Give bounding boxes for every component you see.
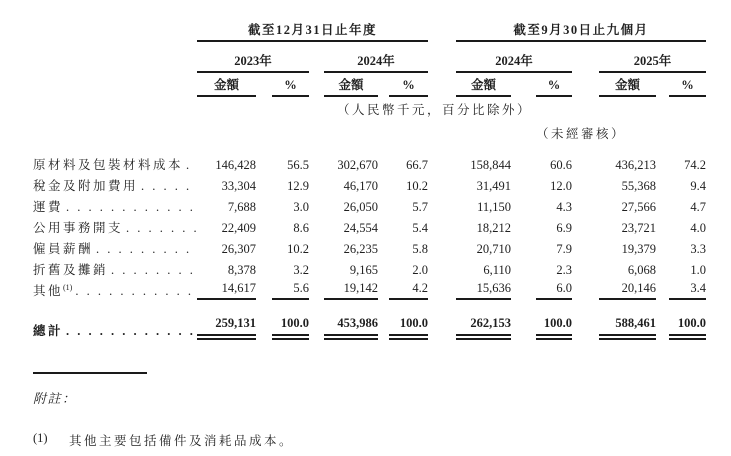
percent-cell: 3.3	[690, 242, 707, 257]
amount-cell: 46,170	[343, 179, 378, 194]
section-header-annual-label: 截至12月31日止年度	[197, 23, 428, 42]
percent-cell: 2.3	[556, 263, 573, 278]
unit-note: （人民幣千元，百分比除外）	[337, 103, 533, 118]
percent-cell: 66.7	[406, 158, 429, 173]
total-percent-cell: 100.0	[378, 314, 428, 340]
row-label: 公用事務開支 . . .	[33, 216, 196, 237]
row-label: 原材料及包裝材料成本 . . .	[33, 153, 196, 174]
amount-cell: 18,212	[476, 221, 512, 236]
spacer-cell	[33, 97, 196, 119]
percent-cell: 9.4	[690, 179, 707, 194]
table-row-transportation	[33, 195, 706, 216]
amount-cell: 11,150	[477, 200, 512, 215]
amount-cell: 6,068	[627, 263, 657, 278]
percent-cell: 10.2	[287, 242, 309, 257]
percent-cell: 6.9	[556, 221, 573, 236]
row-label: 僱員薪酬 . . .	[33, 237, 196, 258]
dot-leader	[186, 158, 196, 174]
year-header-row	[33, 42, 706, 73]
spacer-cell	[33, 42, 196, 73]
percent-header: %	[656, 73, 706, 97]
amount-cell: 24,554	[343, 221, 378, 236]
footnote-separator	[33, 372, 147, 374]
amount-cell: 14,617	[196, 279, 256, 300]
percent-cell: 3.0	[293, 200, 309, 215]
percent-cell: 60.6	[550, 158, 573, 173]
footnote-marker: (1)	[33, 431, 48, 445]
percent-cell: 10.2	[406, 179, 429, 194]
percent-cell: 2.0	[412, 263, 429, 278]
dot-leader	[75, 284, 196, 300]
percent-cell: 4.7	[690, 200, 707, 215]
row-label: 折舊及攤銷 . . .	[33, 258, 196, 279]
spacer-cell	[33, 73, 196, 97]
amount-cell: 302,670	[337, 158, 378, 173]
table-row-total	[33, 314, 706, 340]
percent-cell: 5.7	[412, 200, 429, 215]
footnote-text: 其他主要包括備件及消耗品成本。	[69, 434, 295, 448]
amount-cell: 33,304	[221, 179, 256, 194]
total-amount-cell: 453,986	[309, 314, 378, 340]
percent-cell: 1.0	[690, 263, 707, 278]
cost-breakdown-table	[33, 16, 706, 340]
section-header-annual	[196, 16, 428, 42]
section-header-nine-months	[428, 16, 706, 42]
spacer-cell	[33, 300, 706, 314]
amount-cell: 20,146	[572, 279, 656, 300]
footnote	[33, 431, 731, 449]
dot-leader	[111, 263, 196, 279]
percent-cell: 4.0	[690, 221, 707, 236]
amount-header: 金額	[309, 73, 378, 97]
percent-cell: 56.5	[287, 158, 309, 173]
spacer-row	[33, 143, 706, 153]
year-header-2024: 2024年	[309, 42, 428, 73]
unit-note-cell	[196, 97, 706, 119]
amount-cell: 31,491	[476, 179, 512, 194]
table-row-taxes-surcharges	[33, 174, 706, 195]
total-amount-cell: 259,131	[196, 314, 256, 340]
year-header-2023: 2023年	[196, 42, 309, 73]
year-header-2024-9m: 2024年	[428, 42, 572, 73]
total-percent-cell: 100.0	[256, 314, 309, 340]
amount-cell: 6,110	[483, 263, 512, 278]
row-label: 稅金及附加費用 . . .	[33, 174, 196, 195]
spacer-cell	[33, 143, 706, 153]
dot-leader	[96, 242, 196, 258]
amount-cell: 55,368	[621, 179, 657, 194]
amount-header: 金額	[428, 73, 511, 97]
unit-note-row	[33, 97, 706, 119]
amount-cell: 7,688	[227, 200, 256, 215]
spacer-cell	[33, 119, 428, 143]
percent-cell: 5.4	[412, 221, 429, 236]
dot-leader	[66, 324, 196, 340]
amount-header: 金額	[572, 73, 656, 97]
section-header-row	[33, 16, 706, 42]
percent-cell: 12.9	[287, 179, 309, 194]
dot-leader	[66, 200, 196, 216]
percent-cell: 3.2	[293, 263, 309, 278]
percent-cell: 12.0	[550, 179, 573, 194]
amount-cell: 23,721	[621, 221, 657, 236]
amount-cell: 158,844	[470, 158, 512, 173]
percent-cell: 4.2	[378, 279, 428, 300]
percent-header: %	[378, 73, 428, 97]
amount-cell: 146,428	[215, 158, 256, 173]
total-amount-cell: 588,461	[572, 314, 656, 340]
percent-cell: 8.6	[293, 221, 309, 236]
percent-cell: 4.3	[556, 200, 573, 215]
total-percent-cell: 100.0	[656, 314, 706, 340]
percent-cell: 5.6	[256, 279, 309, 300]
row-label: 其他$^{(1)}$ . . .	[33, 279, 196, 300]
amount-cell: 26,307	[221, 242, 256, 257]
footnote-ref: (1)	[63, 283, 73, 293]
table-row-others	[33, 279, 706, 300]
row-label-total: 總計 . . .	[33, 314, 196, 340]
dot-leader	[126, 221, 196, 237]
measure-header-row	[33, 73, 706, 97]
table-row-raw-materials	[33, 153, 706, 174]
section-header-nine-months-label: 截至9月30日止九個月	[456, 23, 706, 42]
percent-cell: 3.4	[656, 279, 706, 300]
amount-cell: 19,142	[309, 279, 378, 300]
percent-cell: 6.0	[511, 279, 572, 300]
amount-cell: 15,636	[428, 279, 511, 300]
audit-note: （未經審核）	[536, 127, 627, 142]
percent-header: %	[256, 73, 309, 97]
total-amount-cell: 262,153	[428, 314, 511, 340]
table-row-employee-compensation	[33, 237, 706, 258]
amount-cell: 9,165	[349, 263, 378, 278]
amount-cell: 22,409	[221, 221, 256, 236]
audit-note-row	[33, 119, 706, 143]
amount-cell: 8,378	[227, 263, 256, 278]
amount-cell: 436,213	[615, 158, 657, 173]
table-row-utilities	[33, 216, 706, 237]
amount-cell: 19,379	[621, 242, 657, 257]
audit-note-cell	[428, 119, 706, 143]
percent-cell: 7.9	[556, 242, 573, 257]
dot-leader	[141, 179, 196, 195]
year-header-2025-9m: 2025年	[572, 42, 706, 73]
amount-cell: 26,235	[343, 242, 378, 257]
spacer-cell	[33, 16, 196, 42]
spacer-row	[33, 300, 706, 314]
amount-header: 金額	[196, 73, 256, 97]
amount-cell: 20,710	[476, 242, 512, 257]
percent-cell: 74.2	[684, 158, 707, 173]
amount-cell: 26,050	[343, 200, 378, 215]
total-percent-cell: 100.0	[511, 314, 572, 340]
row-label: 運費 . . .	[33, 195, 196, 216]
amount-cell: 27,566	[621, 200, 657, 215]
percent-cell: 5.8	[412, 242, 429, 257]
percent-header: %	[511, 73, 572, 97]
table-row-depreciation-amortisation	[33, 258, 706, 279]
notes-heading: 附註：	[33, 391, 77, 406]
